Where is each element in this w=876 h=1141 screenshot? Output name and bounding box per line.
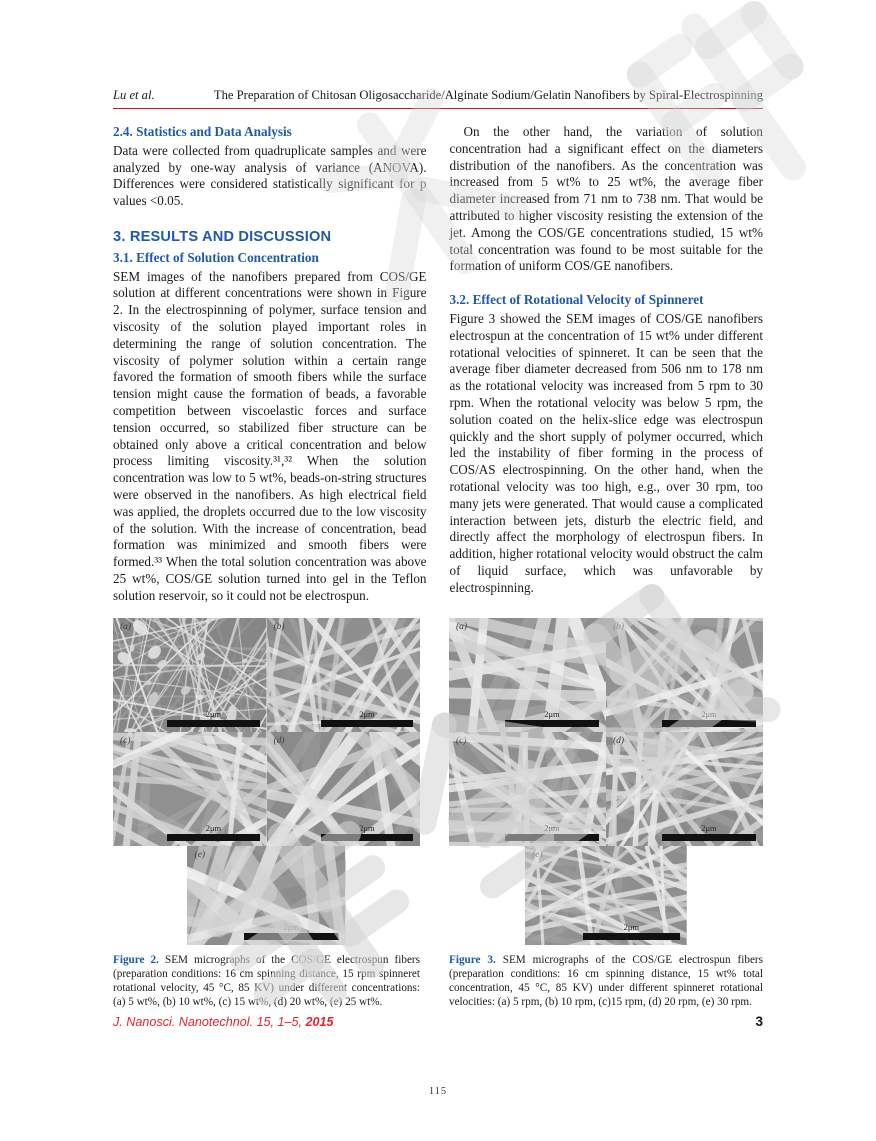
- scale-bar: [321, 824, 413, 841]
- scale-bar-rule: [321, 720, 413, 727]
- sem-panel-figure2-d: [267, 732, 421, 846]
- sem-panel-figure3-e: [525, 846, 687, 945]
- figure-3-caption: [449, 954, 763, 1010]
- left-column: [113, 124, 427, 616]
- scale-bar-rule: [505, 834, 599, 841]
- scale-bar-rule: [167, 834, 259, 841]
- scale-bar: [583, 923, 680, 940]
- scale-bar: [505, 710, 599, 727]
- scale-label: 2μm: [544, 709, 560, 719]
- scale-bar-rule: [505, 720, 599, 727]
- scale-label: 2μm: [701, 709, 717, 719]
- figure-3-image: [449, 618, 763, 945]
- scale-bar-rule: [244, 933, 339, 940]
- sem-panel-figure3-d: [606, 732, 763, 846]
- paragraph-diameter-distribution: On the other hand, the variation of solution concentration had a significant effect on the diameters distribution of the nanofibers. As the concentration was increased from 5 wt% to 25 wt%, the average fiber diameter increased from 71 nm to 738 nm. That would be attributed to higher viscosity resisting the extension of the jet. Among the COS/GE concentrations studied, 15 wt% total concentration was found to be most suitable for the formation of uniform COS/GE nanofibers.: [449, 124, 763, 274]
- panel-label: (b): [613, 622, 625, 632]
- sem-panel-figure3-a: [449, 618, 606, 732]
- scale-bar: [167, 710, 259, 727]
- panel-label: (d): [273, 736, 285, 746]
- figure-2-caption: [113, 954, 420, 1010]
- scale-label: 2μm: [205, 823, 222, 833]
- panel-label: (b): [273, 622, 285, 632]
- scale-label: 2μm: [359, 709, 375, 719]
- panel-label: (e): [532, 850, 543, 860]
- scale-label: 2μm: [544, 823, 560, 833]
- panel-label: (c): [120, 736, 131, 746]
- figure-3-caption-label: Figure 3.: [449, 954, 496, 966]
- scale-bar: [321, 710, 413, 727]
- journal-citation-year: 2015: [305, 1015, 334, 1029]
- figure-3: [449, 618, 763, 1010]
- figure-2: [113, 618, 420, 1010]
- running-title: The Preparation of Chitosan Oligosaccharide/Alginate Sodium/Gelatin Nanofibers by Spiral-Electrospinning: [213, 88, 763, 102]
- scale-bar-rule: [662, 834, 756, 841]
- scale-label: 2μm: [623, 922, 640, 932]
- panel-label: (d): [613, 736, 625, 746]
- journal-citation-text: J. Nanosci. Nanotechnol. 15, 1–5,: [113, 1015, 303, 1029]
- scale-bar: [244, 923, 339, 940]
- sem-panel-figure2-b: [267, 618, 421, 732]
- page-footer: [113, 1014, 763, 1029]
- scale-bar: [167, 824, 259, 841]
- scale-label: 2μm: [701, 823, 717, 833]
- section-heading-3: 3. RESULTS AND DISCUSSION: [113, 228, 332, 245]
- sem-panel-figure3-b: [606, 618, 763, 732]
- paragraph-statistics: Data were collected from quadruplicate samples and were analyzed by one-way analysis of variance (ANOVA). Differences were considered statistically significant for p values <0.05.: [113, 142, 427, 209]
- sem-panel-figure2-c: [113, 732, 267, 846]
- page-number: 3: [755, 1014, 763, 1029]
- page-header: [113, 88, 763, 109]
- scale-bar-rule: [662, 720, 756, 727]
- figure-3-caption-text: SEM micrographs of the COS/GE electrospun fibers (preparation conditions: 16 cm spinning distance, 15 wt% total concentration, 45 °C, 85 KV) under different spinneret rotational velocities: (a) 5 rpm, (b) 10 rpm, (c)15 rpm, (d) 20 rpm, (e) 30 rpm.: [449, 954, 763, 1008]
- running-authors: Lu et al.: [113, 88, 155, 102]
- figure-2-caption-text: SEM micrographs of the COS/GE electrospun fibers (preparation conditions: 16 cm spinning distance, 15 rpm spinneret rotational velocity, 45 °C, 85 KV) under different concentrations: (a) 5 wt%, (b) 10 wt%, (c) 15 wt%, (d) 20 wt%, (e) 25 wt%.: [113, 954, 420, 1008]
- scale-bar-rule: [167, 720, 259, 727]
- scale-label: 2μm: [359, 823, 375, 833]
- panel-label: (a): [456, 622, 468, 632]
- figure-2-image: [113, 618, 420, 945]
- folio-number: 115: [428, 1086, 448, 1097]
- sem-panel-figure2-e: [187, 846, 345, 945]
- right-column: [450, 124, 764, 616]
- scale-label: 2μm: [205, 709, 222, 719]
- sem-panel-figure2-a: [113, 618, 267, 732]
- scale-bar: [505, 824, 599, 841]
- section-heading-2-4: 2.4. Statistics and Data Analysis: [113, 124, 292, 139]
- section-heading-3-2: 3.2. Effect of Rotational Velocity of Spinneret: [449, 292, 704, 308]
- figure-2-caption-label: Figure 2.: [113, 954, 159, 966]
- body-columns: [113, 124, 763, 616]
- panel-label: (a): [120, 622, 132, 632]
- scale-bar: [662, 710, 756, 727]
- scale-bar-rule: [583, 933, 680, 940]
- panel-label: (e): [194, 850, 205, 860]
- section-heading-3-1: 3.1. Effect of Solution Concentration: [113, 249, 319, 265]
- scale-label: 2μm: [283, 922, 299, 932]
- sem-panel-figure3-c: [449, 732, 606, 846]
- paragraph-rotational-velocity: Figure 3 showed the SEM images of COS/GE nanofibers electrospun at the concentration of 15 wt% under different rotational velocities of spinneret. It can be seen that the average fiber diameter decreased from 506 nm to 178 nm as the rotational velocity was increased from 5 rpm to 30 rpm. When the rotational velocity was below 5 rpm, the solution coated on the helix-slice edge was electrospun quickly and the short supply of polymer occurred, which led the instability of fiber forming in the process of COS/AS electrospinning. On the other hand, when the rotational velocity was too high, e.g., over 30 rpm, too many jets were generated. That would cause a complicated interaction between jets, disturb the electric field, and directly affect the morphology of electrospun fibers. In addition, higher rotational velocity would obstruct the calm of liquid surface, which was unfavorable by electrospinning.: [449, 310, 763, 595]
- scale-bar-rule: [321, 834, 413, 841]
- journal-citation: [113, 1015, 334, 1029]
- paragraph-solution-concentration: SEM images of the nanofibers prepared from COS/GE solution at different concentrations were shown in Figure 2. In the electrospinning of polymer, surface tension and viscosity of the solution played important roles in determining the range of solution concentration. The viscosity of polymer solution within a certain range favored the formation of smooth fibers while the surface tension might cause the formation of beads, a favorable competition between viscoelastic forces and surface tension occurred, so stabilized fiber structure can be obtained only above a critical concentration and below process limiting viscosity.³¹,³² When the solution concentration was low to 5 wt%, beads-on-string structures were observed in the nanofibers. As high electrical field was applied, the droplets occurred due to the low viscosity of the solution. With the increase of concentration, bead formation was minimized and smooth fibers were formed.³³ When the total solution concentration was above 25 wt%, COS/GE solution turned into gel in the Teflon solution reservoir, so it could not be electrospun.: [113, 268, 427, 603]
- panel-label: (c): [456, 736, 467, 746]
- scale-bar: [662, 824, 756, 841]
